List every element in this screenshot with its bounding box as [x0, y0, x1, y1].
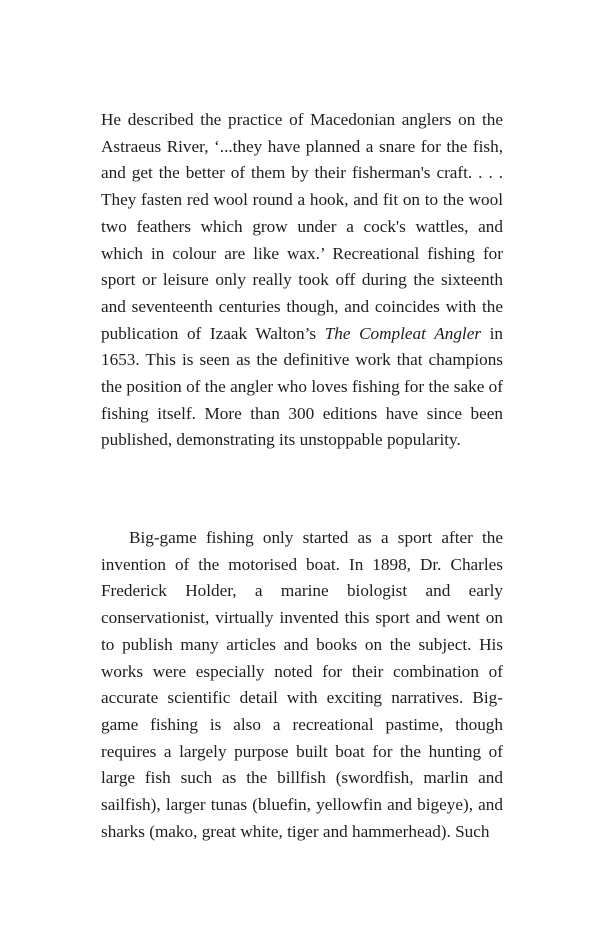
paragraph-text: in 1653. This is seen as the definitive work that champions the position of the angler who loves fishing for the sake of fishing itself. More than 300 editions have since been published, demonstrating its unstoppable popularity. [101, 323, 504, 450]
paragraph-text: He described the practice of Macedonian anglers on the Astraeus River, ‘...they have planned a snare for the fish, and get the better of them by their fisherman's craft. . . . They fasten red wool round a hook, and fit on to the wool two feathers which grow under a cock's wattles, and which in colour are like wax.’ Recreational fishing for sport or leisure only really took off during the sixteenth and seventeenth centuries though, and coincides with the publication of Izaak Walton’s [101, 110, 503, 343]
book-title-compleat-angler: The Compleat Angler [324, 323, 482, 343]
paragraph-macedonian-anglers [101, 107, 503, 454]
paragraph-text: Big-game fishing only started as a sport after the invention of the motorised boat. In 1898, Dr. Charles Frederick Holder, a marine biologist and early conservationist, virtually invented this sport and went on to publish many articles and books on the subject. His works were especially noted for their combination of accurate scientific detail with exciting narratives. Big-game fishing is also a recreational pastime, though requires a largely purpose built boat for the hunting of large fish such as the billfish (swordfish, marlin and sailfish), larger tunas (bluefin, yellowfin and bigeye), and sharks (mako, great white, tiger and hammerhead). Such [101, 528, 503, 841]
paragraph-big-game-fishing [101, 525, 503, 845]
